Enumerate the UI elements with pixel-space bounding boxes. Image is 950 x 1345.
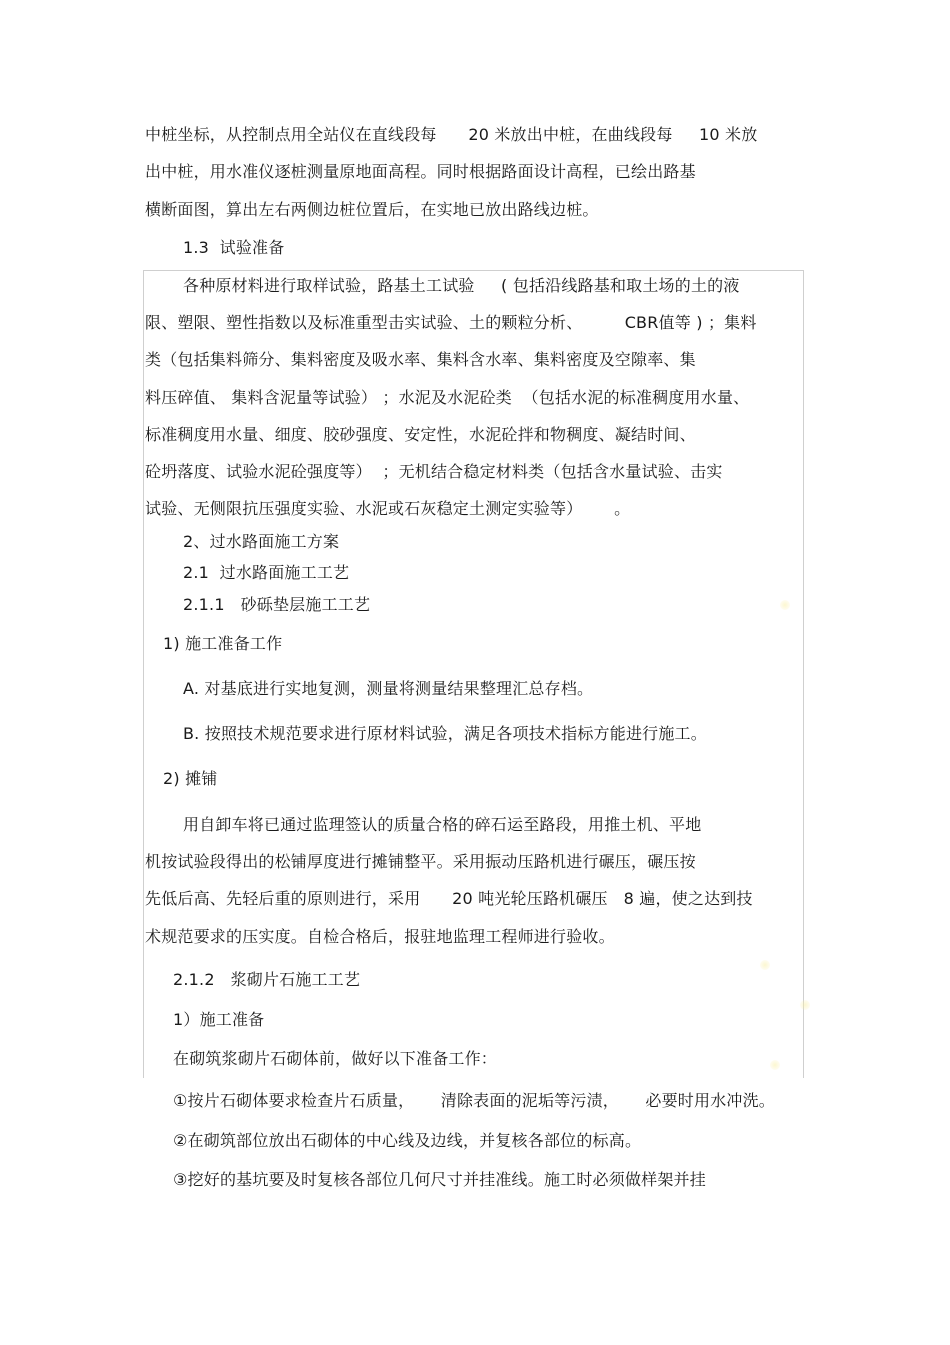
text-line: 在砌筑浆砌片石砌体前，做好以下准备工作： bbox=[173, 1049, 498, 1068]
scan-speck bbox=[760, 960, 770, 970]
text-line: 类（包括集料筛分、集料密度及吸水率、集料含水率、集料密度及空隙率、集 bbox=[145, 350, 696, 369]
list-item: A. 对基底进行实地复测，测量将测量结果整理汇总存档。 bbox=[183, 679, 594, 698]
text-line: 出中桩，用水准仪逐桩测量原地面高程。同时根据路面设计高程，已绘出路基 bbox=[145, 162, 696, 181]
list-item: 1) 施工准备工作 bbox=[163, 634, 283, 653]
text-line: 中桩坐标，从控制点用全站仪在直线段每 20 米放出中桩，在曲线段每 10 米放 bbox=[145, 125, 758, 144]
text-line: 砼坍落度、试验水泥砼强度等） ；无机结合稳定材料类（包括含水量试验、击实 bbox=[145, 462, 723, 481]
text-line: 限、塑限、塑性指数以及标准重型击实试验、土的颗粒分析、 CBR值等 ) ；集料 bbox=[145, 313, 757, 332]
text-line: 术规范要求的压实度。自检合格后，报驻地监理工程师进行验收。 bbox=[145, 927, 615, 946]
list-item: ③挖好的基坑要及时复核各部位几何尺寸并挂准线。施工时必须做样架并挂 bbox=[173, 1170, 706, 1189]
section-heading: 2、过水路面施工方案 bbox=[183, 532, 340, 551]
section-heading: 2.1.2 浆砌片石施工工艺 bbox=[173, 970, 361, 989]
text-line: 机按试验段得出的松铺厚度进行摊铺整平。采用振动压路机进行碾压，碾压按 bbox=[145, 852, 696, 871]
text-line: 用自卸车将已通过监理签认的质量合格的碎石运至路段，用推土机、平地 bbox=[183, 815, 702, 834]
list-item: ①按片石砌体要求检查片石质量， 清除表面的泥垢等污渍， 必要时用水冲洗。 bbox=[173, 1091, 776, 1110]
list-item: 1）施工准备 bbox=[173, 1010, 265, 1029]
scan-speck bbox=[780, 600, 790, 610]
list-item: 2) 摊铺 bbox=[163, 769, 218, 788]
text-line: 先低后高、先轻后重的原则进行，采用 20 吨光轮压路机碾压 8 遍，使之达到技 bbox=[145, 889, 753, 908]
list-item: ②在砌筑部位放出石砌体的中心线及边线，并复核各部位的标高。 bbox=[173, 1131, 642, 1150]
text-line: 各种原材料进行取样试验，路基土工试验 ( 包括沿线路基和取土场的土的液 bbox=[183, 276, 740, 295]
section-heading: 2.1 过水路面施工工艺 bbox=[183, 563, 350, 582]
text-line: 标准稠度用水量、细度、胶砂强度、安定性，水泥砼拌和物稠度、凝结时间、 bbox=[145, 425, 696, 444]
scan-speck bbox=[800, 1000, 810, 1010]
text-line: 横断面图，算出左右两侧边桩位置后，在实地已放出路线边桩。 bbox=[145, 200, 599, 219]
section-heading: 1.3 试验准备 bbox=[183, 238, 285, 257]
list-item: B. 按照技术规范要求进行原材料试验，满足各项技术指标方能进行施工。 bbox=[183, 724, 707, 743]
text-line: 料压碎值、 集料含泥量等试验） ；水泥及水泥砼类 （包括水泥的标准稠度用水量、 bbox=[145, 388, 750, 407]
text-line: 试验、无侧限抗压强度实验、水泥或石灰稳定土测定实验等） 。 bbox=[145, 499, 631, 518]
scan-speck bbox=[770, 1060, 780, 1070]
section-heading: 2.1.1 砂砾垫层施工工艺 bbox=[183, 595, 371, 614]
